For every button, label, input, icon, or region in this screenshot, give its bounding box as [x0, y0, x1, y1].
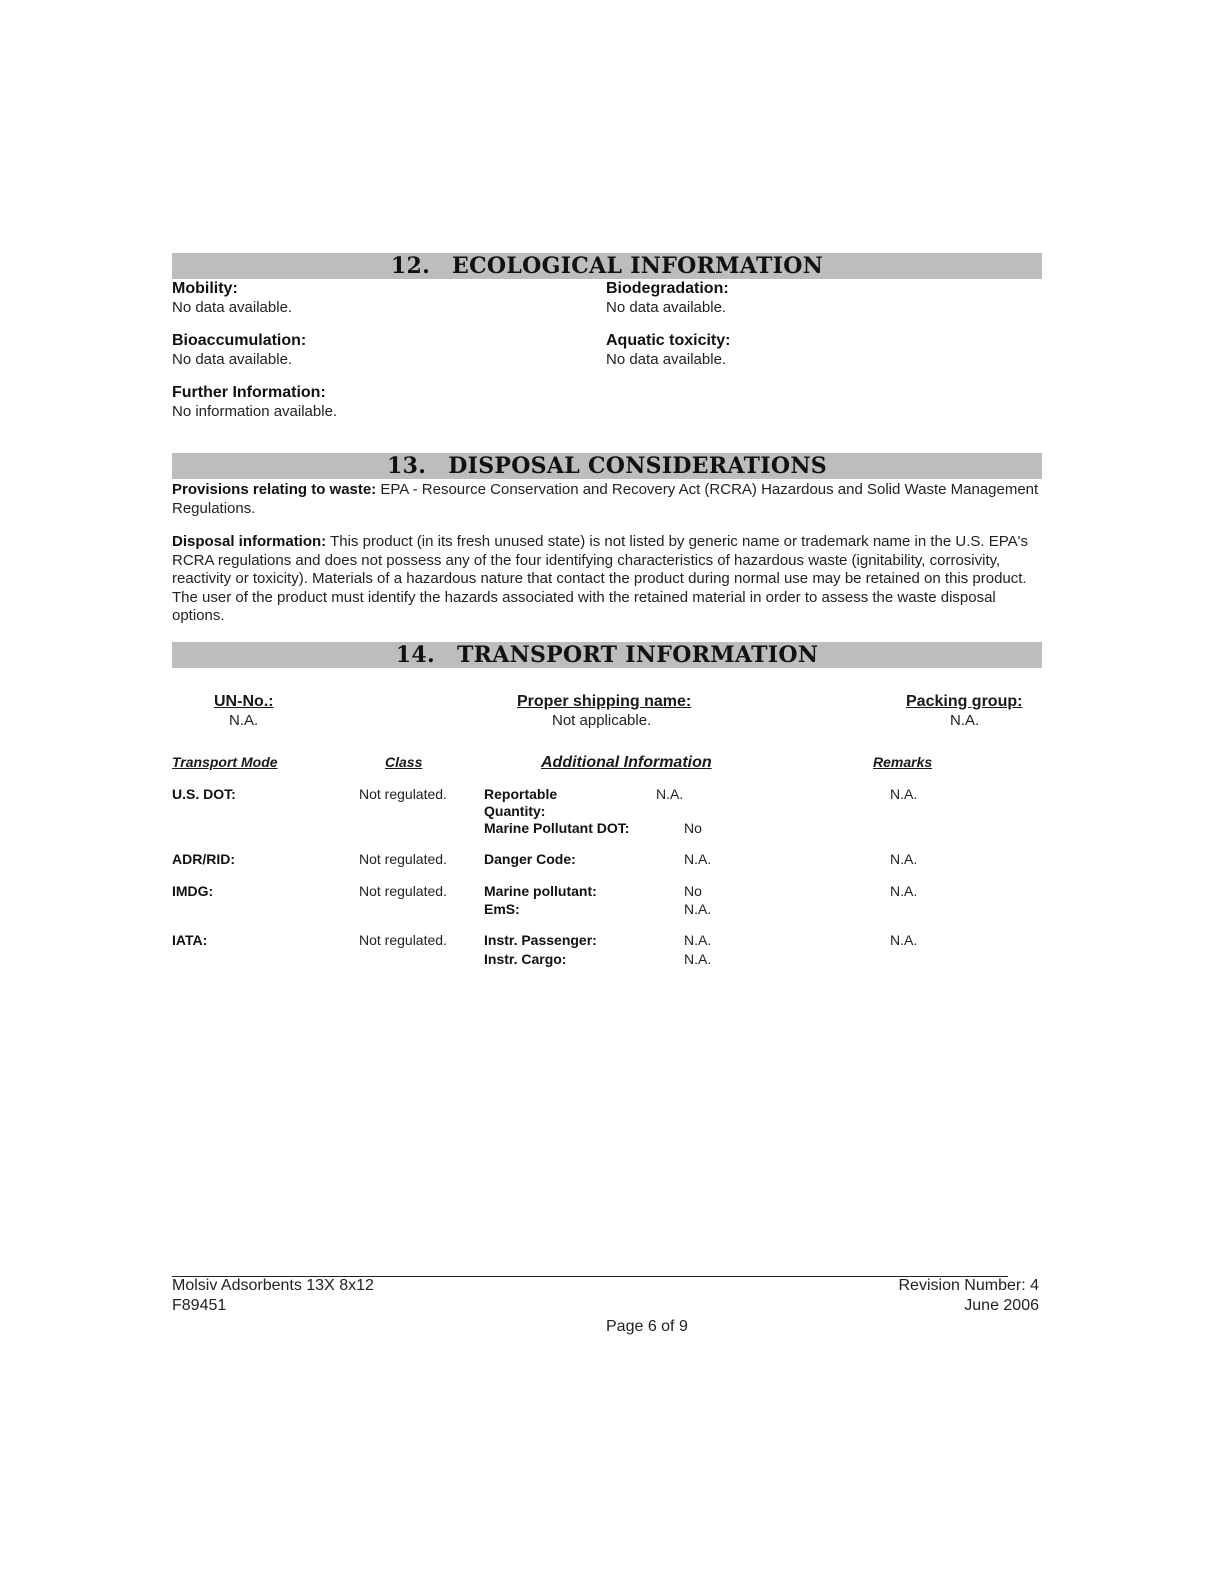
disposal-label: Disposal information: — [172, 533, 327, 550]
row-info-value: N.A. — [684, 951, 712, 967]
packing-group-value: N.A. — [950, 712, 980, 729]
section-13-header — [172, 453, 1042, 479]
further-information-label: Further Information: — [172, 384, 326, 401]
row-remarks: N.A. — [890, 932, 918, 948]
footer-revision-number: Revision Number: 4 — [898, 1277, 1039, 1294]
footer-page-number: Page 6 of 9 — [606, 1318, 688, 1335]
col-class: Class — [385, 754, 423, 770]
biodegradation-label: Biodegradation: — [606, 280, 729, 297]
footer-product-code: F89451 — [172, 1297, 227, 1314]
provisions-text: EPA - Resource Conservation and Recovery Act (RCRA) Hazardous and Solid Waste Management Regulations. — [172, 481, 1039, 517]
footer-revision-date: June 2006 — [964, 1297, 1039, 1314]
section-title: DISPOSAL CONSIDERATIONS — [448, 453, 827, 479]
row-info-label: Danger Code: — [484, 851, 576, 867]
section-12-header — [172, 253, 1042, 279]
row-mode: ADR/RID: — [172, 851, 235, 867]
packing-group-label: Packing group: — [906, 693, 1023, 710]
row-mode: IMDG: — [172, 883, 214, 899]
row-info-value: No — [684, 883, 702, 899]
disposal-text: This product (in its fresh unused state) is not listed by generic name or trademark name in the U.S. EPA's RCRA regulations and does not possess any of the four identifying characteristics of hazardous waste (ignitability, corrosivity, reactivity or toxicity). Materials of a hazardous nature that contact the product during normal use may be retained on this product. The user of the product must identify the hazards associated with the retained material in order to assess the waste disposal options. — [172, 533, 1028, 625]
col-transport-mode: Transport Mode — [172, 754, 278, 770]
un-number-value: N.A. — [229, 712, 259, 729]
further-information-value: No information available. — [172, 403, 338, 420]
row-class: Not regulated. — [359, 851, 447, 867]
row-info-label: Marine pollutant: — [484, 883, 597, 899]
row-remarks: N.A. — [890, 851, 918, 867]
row-class: Not regulated. — [359, 786, 447, 802]
row-info-label: Instr. Passenger: — [484, 932, 597, 948]
disposal-paragraph — [172, 533, 1044, 626]
mobility-value: No data available. — [172, 299, 293, 316]
row-info-value: N.A. — [684, 901, 712, 917]
row-mode: IATA: — [172, 932, 208, 948]
provisions-paragraph — [172, 481, 1044, 518]
footer-product-name: Molsiv Adsorbents 13X 8x12 — [172, 1277, 374, 1294]
section-number: 14. — [395, 642, 435, 668]
row-info-label: EmS: — [484, 901, 520, 917]
row-info-label: Reportable Quantity: — [484, 786, 558, 819]
col-remarks: Remarks — [873, 754, 933, 770]
un-number-label: UN-No.: — [214, 693, 274, 710]
mobility-label: Mobility: — [172, 280, 238, 297]
proper-shipping-name-label: Proper shipping name: — [517, 693, 692, 710]
provisions-label: Provisions relating to waste: — [172, 481, 377, 498]
bioaccumulation-label: Bioaccumulation: — [172, 332, 307, 349]
row-class: Not regulated. — [359, 932, 447, 948]
row-info-value: N.A. — [656, 786, 684, 802]
section-14-header — [172, 642, 1042, 668]
aquatic-toxicity-label: Aquatic toxicity: — [606, 332, 731, 349]
row-mode: U.S. DOT: — [172, 786, 236, 802]
row-info-label: Marine Pollutant DOT: — [484, 820, 630, 836]
section-number: 12. — [390, 253, 431, 279]
bioaccumulation-value: No data available. — [172, 351, 293, 368]
section-title: TRANSPORT INFORMATION — [456, 642, 819, 668]
row-remarks: N.A. — [890, 883, 918, 899]
biodegradation-value: No data available. — [606, 299, 727, 316]
col-additional-information: Additional Information — [541, 754, 712, 771]
row-info-value: N.A. — [684, 932, 712, 948]
row-info-label: Instr. Cargo: — [484, 951, 567, 967]
row-remarks: N.A. — [890, 786, 918, 802]
section-number: 13. — [387, 453, 427, 479]
aquatic-toxicity-value: No data available. — [606, 351, 727, 368]
row-class: Not regulated. — [359, 883, 447, 899]
section-title: ECOLOGICAL INFORMATION — [452, 253, 824, 279]
proper-shipping-name-value: Not applicable. — [552, 712, 652, 729]
row-info-value: N.A. — [684, 851, 712, 867]
row-info-value: No — [684, 820, 702, 836]
